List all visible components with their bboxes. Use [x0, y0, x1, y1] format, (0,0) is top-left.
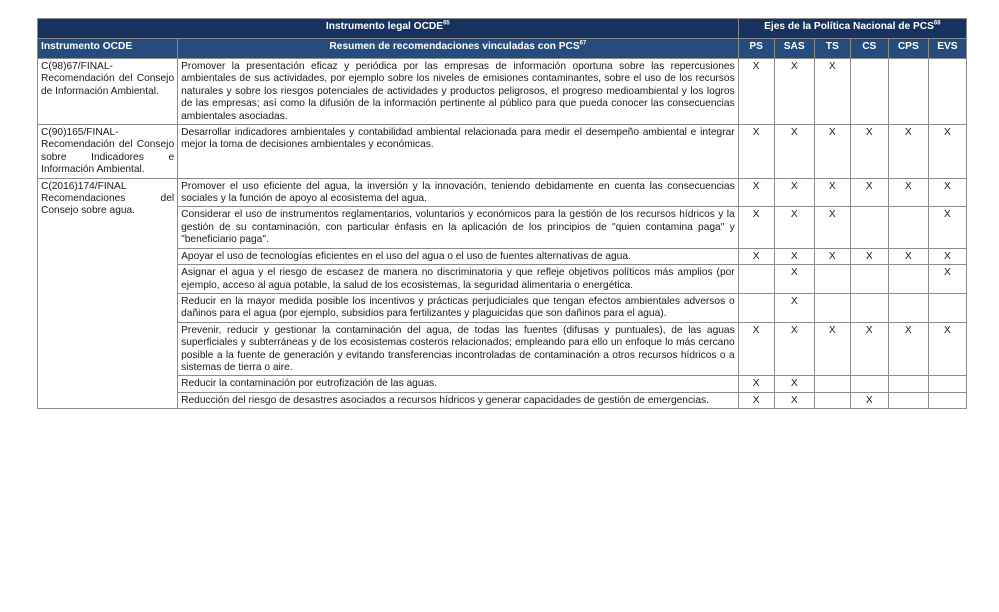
recommendation-cell: Reducir la contaminación por eutrofización de las aguas.: [178, 376, 739, 392]
mark-cps: [888, 59, 928, 125]
col-header-ts: TS: [814, 39, 850, 59]
mark-evs: X: [928, 125, 966, 179]
recommendation-cell: Prevenir, reducir y gestionar la contaminación del agua, de todas las fuentes (difusas y puntuales), de las aguas superficiales y subterráneas y de los ecosistemas costeros relacionados; empleando para ello un enfoque lo más cercano posible a la fuente de generación y evitando transferencias incontroladas de contaminación a otros recursos hídricos o a sistemas de tierra o aire.: [178, 322, 739, 376]
mark-sas: X: [774, 178, 814, 207]
table-row: [38, 248, 967, 264]
mark-evs: X: [928, 248, 966, 264]
header-group-row: [38, 19, 967, 39]
mark-ps: X: [738, 125, 774, 179]
mark-cps: [888, 376, 928, 392]
mark-cps: [888, 207, 928, 248]
mark-cps: X: [888, 178, 928, 207]
mark-cps: [888, 293, 928, 322]
header-legal-instrument: Instrumento legal OCDE$^{65}$: [38, 19, 739, 39]
mark-cps: [888, 265, 928, 294]
mark-sas: X: [774, 392, 814, 408]
col-header-ps: PS: [738, 39, 774, 59]
table-row: [38, 392, 967, 408]
table-row: [38, 125, 967, 179]
mark-evs: [928, 392, 966, 408]
mark-evs: X: [928, 178, 966, 207]
mark-cs: X: [850, 392, 888, 408]
mark-evs: X: [928, 265, 966, 294]
recommendation-cell: Reducción del riesgo de desastres asociados a recursos hídricos y generar capacidades de gestión de emergencias.: [178, 392, 739, 408]
mark-ts: X: [814, 125, 850, 179]
table-row: [38, 293, 967, 322]
mark-cps: [888, 392, 928, 408]
instrument-cell: C(98)67/FINAL-Recomendación del Consejo de Información Ambiental.: [38, 59, 178, 125]
mark-cps: X: [888, 248, 928, 264]
mark-ts: X: [814, 322, 850, 376]
table-row: [38, 59, 967, 125]
mark-ts: [814, 265, 850, 294]
mark-sas: X: [774, 59, 814, 125]
ocde-instruments-table: [37, 18, 967, 409]
recommendation-cell: Reducir en la mayor medida posible los incentivos y prácticas perjudiciales que tengan efectos ambientales adversos o dañinos para el agua (por ejemplo, subsidios para fertilizantes y plaguicidas que son dañinos para el agua).: [178, 293, 739, 322]
recommendation-cell: Promover el uso eficiente del agua, la inversión y la innovación, teniendo debidamente en cuenta las consecuencias sociales y la función de apoyo al ecosistema del agua.: [178, 178, 739, 207]
mark-sas: X: [774, 265, 814, 294]
col-header-cps: CPS: [888, 39, 928, 59]
recommendation-cell: Promover la presentación eficaz y periódica por las empresas de información oportuna sobre las repercusiones ambientales de sus actividades, por ejemplo sobre los niveles de emisiones contaminantes, sobre el uso de los recursos naturales y sobre los riesgos potenciales de actividades y productos peligrosos, el progreso medioambiental y los logros de las empresas; así como la difusión de la información pertinente al público para que pueda conocer las consecuencias ambientales asociadas.: [178, 59, 739, 125]
mark-ps: [738, 265, 774, 294]
mark-ps: X: [738, 376, 774, 392]
mark-cps: X: [888, 125, 928, 179]
mark-cs: [850, 293, 888, 322]
mark-ps: X: [738, 392, 774, 408]
recommendation-cell: Asignar el agua y el riesgo de escasez de manera no discriminatoria y que refleje objetivos políticos más amplios (por ejemplo, acceso al agua potable, la salud de los ecosistemas, la seguridad alimentaria o energética.: [178, 265, 739, 294]
mark-ts: X: [814, 59, 850, 125]
recommendation-cell: Desarrollar indicadores ambientales y contabilidad ambiental relacionada para medir el desempeño ambiental e integrar mejor la toma de decisiones ambientales y económicas.: [178, 125, 739, 179]
mark-sas: X: [774, 293, 814, 322]
table-row: [38, 178, 967, 207]
mark-ps: X: [738, 322, 774, 376]
mark-ts: [814, 293, 850, 322]
mark-cs: [850, 207, 888, 248]
col-header-instrument: Instrumento OCDE: [38, 39, 178, 59]
instrument-cell: C(90)165/FINAL-Recomendación del Consejo sobre Indicadores e Información Ambiental.: [38, 125, 178, 179]
ocde-table-container: [37, 18, 967, 409]
mark-ts: X: [814, 248, 850, 264]
mark-cs: [850, 265, 888, 294]
instrument-cell: C(2016)174/FINAL Recomendaciones del Consejo sobre agua.: [38, 178, 178, 409]
mark-cs: [850, 376, 888, 392]
col-header-cs: CS: [850, 39, 888, 59]
mark-ts: X: [814, 207, 850, 248]
mark-sas: X: [774, 376, 814, 392]
mark-sas: X: [774, 207, 814, 248]
mark-sas: X: [774, 322, 814, 376]
mark-evs: [928, 293, 966, 322]
mark-cs: X: [850, 248, 888, 264]
mark-cs: [850, 59, 888, 125]
mark-ps: [738, 293, 774, 322]
table-row: [38, 376, 967, 392]
header-columns-row: [38, 39, 967, 59]
mark-ts: X: [814, 178, 850, 207]
mark-evs: X: [928, 322, 966, 376]
mark-ps: X: [738, 248, 774, 264]
mark-ps: X: [738, 59, 774, 125]
col-header-summary: Resumen de recomendaciones vinculadas con PCS$^{67}$: [178, 39, 739, 59]
header-policy-axes: Ejes de la Política Nacional de PCS$^{66}$: [738, 19, 966, 39]
mark-cs: X: [850, 178, 888, 207]
col-header-evs: EVS: [928, 39, 966, 59]
mark-ps: X: [738, 178, 774, 207]
mark-cs: X: [850, 322, 888, 376]
mark-ps: X: [738, 207, 774, 248]
mark-evs: [928, 59, 966, 125]
mark-evs: [928, 376, 966, 392]
mark-cs: X: [850, 125, 888, 179]
mark-evs: X: [928, 207, 966, 248]
mark-cps: X: [888, 322, 928, 376]
col-header-sas: SAS: [774, 39, 814, 59]
mark-sas: X: [774, 125, 814, 179]
table-row: [38, 322, 967, 376]
mark-ts: [814, 376, 850, 392]
mark-ts: [814, 392, 850, 408]
table-row: [38, 207, 967, 248]
mark-sas: X: [774, 248, 814, 264]
table-row: [38, 265, 967, 294]
recommendation-cell: Considerar el uso de instrumentos reglamentarios, voluntarios y económicos para la gestión de los recursos hídricos y la gestión de su contaminación, con particular énfasis en la aplicación de los principios de "quien contamina paga" y "beneficiario paga".: [178, 207, 739, 248]
recommendation-cell: Apoyar el uso de tecnologías eficientes en el uso del agua o el uso de fuentes alternativas de agua.: [178, 248, 739, 264]
